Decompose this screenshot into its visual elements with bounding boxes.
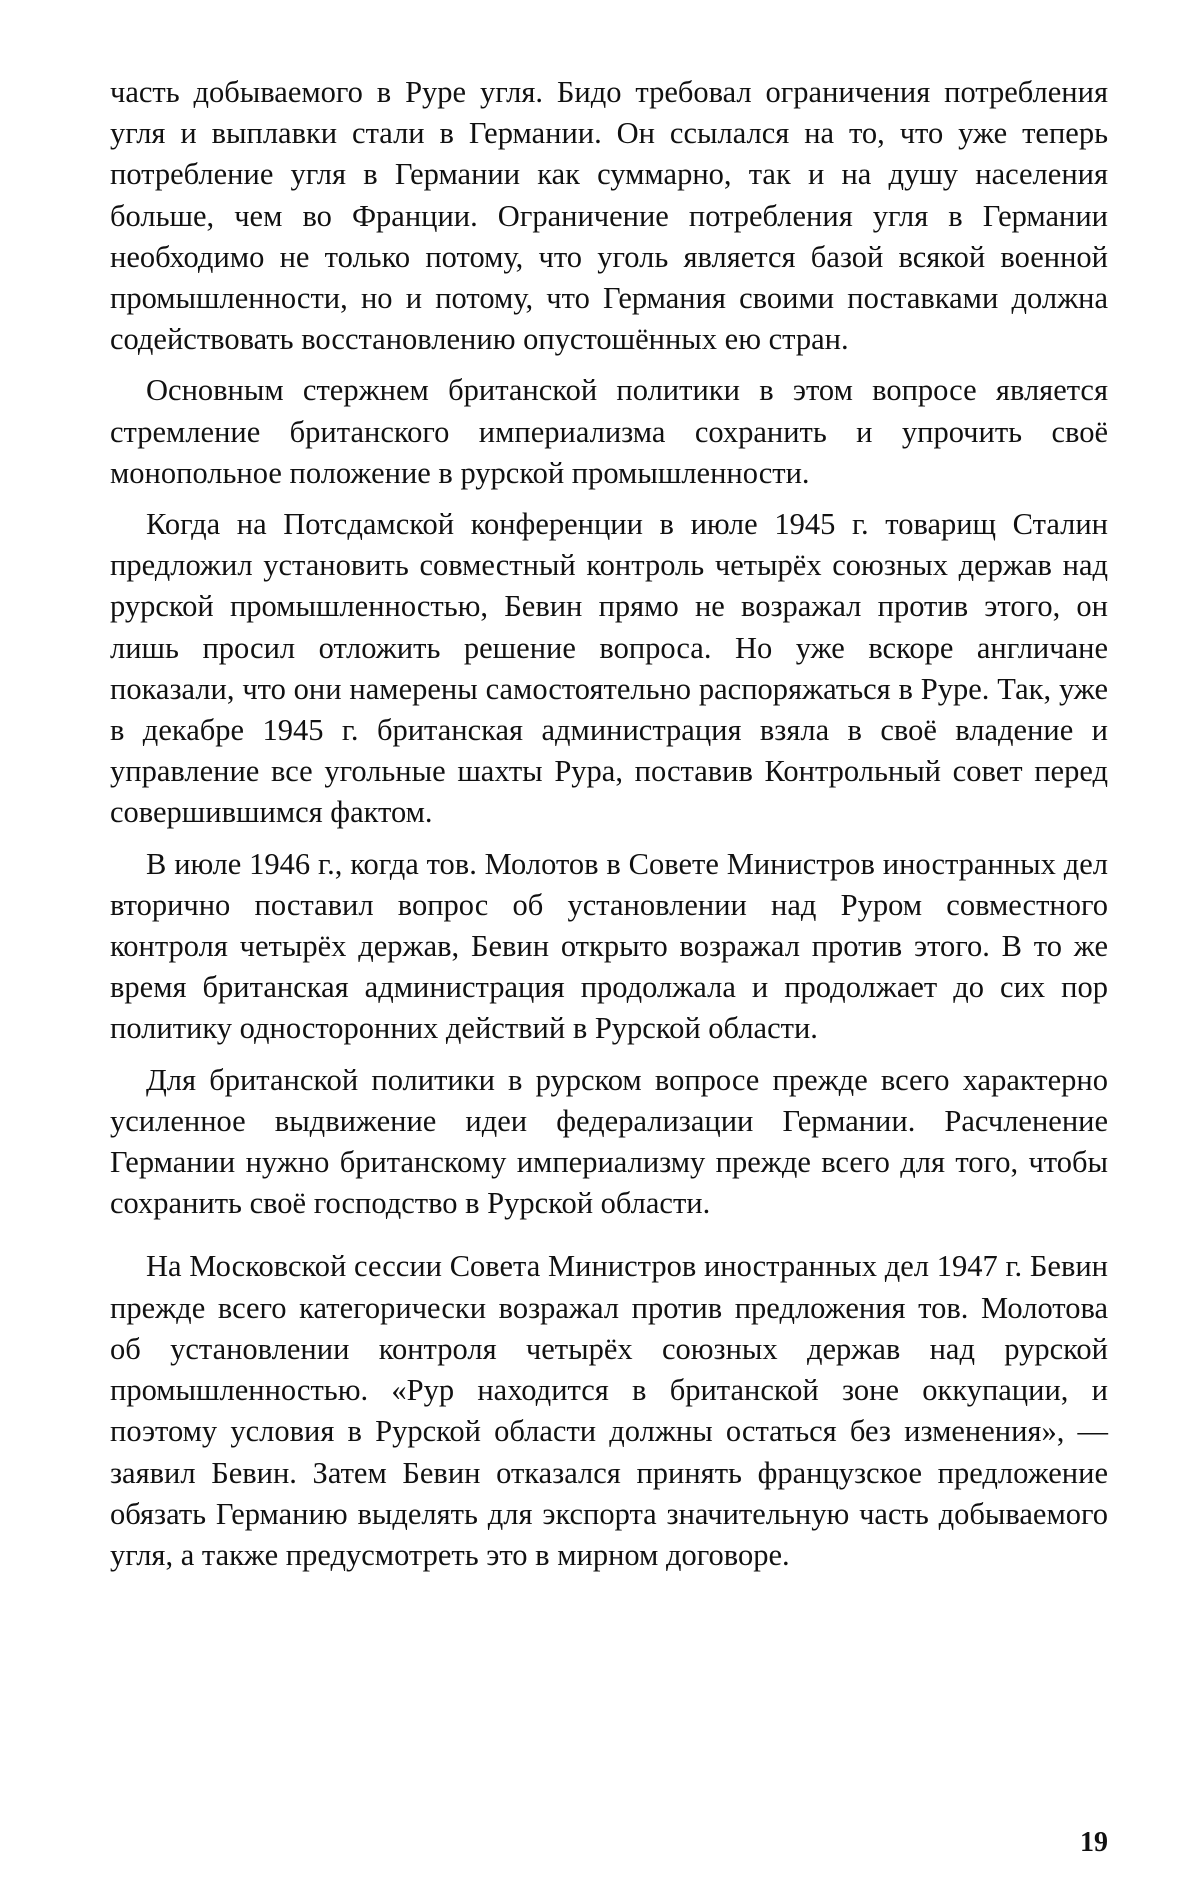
paragraph-federalization: Для британской политики в рурском вопросе прежде всего характерно усиленное выдвижение идеи федерализации Германии. Расчленение Германии нужно британскому империализму прежде всего для того, чтобы сохранить своё господство в Рурской области. xyxy=(110,1060,1108,1225)
paragraph-july-1946: В июле 1946 г., когда тов. Молотов в Совете Министров иностранных дел вторично поставил вопрос об установлении над Руром совместного контроля четырёх держав, Бевин открыто возражал против этого. В то же время британская администрация продолжала и продолжает до сих пор политику односторонних действий в Рурской области. xyxy=(110,844,1108,1050)
paragraph-potsdam-conference: Когда на Потсдамской конференции в июле 1945 г. товарищ Сталин предложил установить совместный контроль четырёх союзных держав над рурской промышленностью, Бевин прямо не возражал против этого, он лишь просил отложить решение вопроса. Но уже вскоре англичане показали, что они намерены самостоятельно распоряжаться в Руре. Так, уже в декабре 1945 г. британская администрация взяла в своё владение и управление все угольные шахты Рура, поставив Контрольный совет перед совершившимся фактом. xyxy=(110,504,1108,834)
paragraph-british-policy-core: Основным стержнем британской политики в этом вопросе является стремление британского империализма сохранить и упрочить своё монопольное положение в рурской промышленности. xyxy=(110,370,1108,494)
paragraph-moscow-session: На Московской сессии Совета Министров иностранных дел 1947 г. Бевин прежде всего категорически возражал против предложения тов. Молотова об установлении контроля четырёх союзных держав над рурской промышленностью. «Рур находится в британской зоне оккупации, и поэтому условия в Рурской области должны остаться без изменения», — заявил Бевин. Затем Бевин отказался принять французское предложение обязать Германию выделять для экспорта значительную часть добываемого угля, а также предусмотреть это в мирном договоре. xyxy=(110,1246,1108,1576)
page-number: 19 xyxy=(1080,1828,1108,1858)
page-body xyxy=(110,72,1108,1576)
paragraph-continued: часть добываемого в Руре угля. Бидо требовал ограничения потребления угля и выплавки стали в Германии. Он ссылался на то, что уже теперь потребление угля в Германии как суммарно, так и на душу населения больше, чем во Франции. Ограничение потребления угля в Германии необходимо не только потому, что уголь является базой всякой военной промышленности, но и потому, что Германия своими поставками должна содействовать восстановлению опустошённых ею стран. xyxy=(110,72,1108,360)
